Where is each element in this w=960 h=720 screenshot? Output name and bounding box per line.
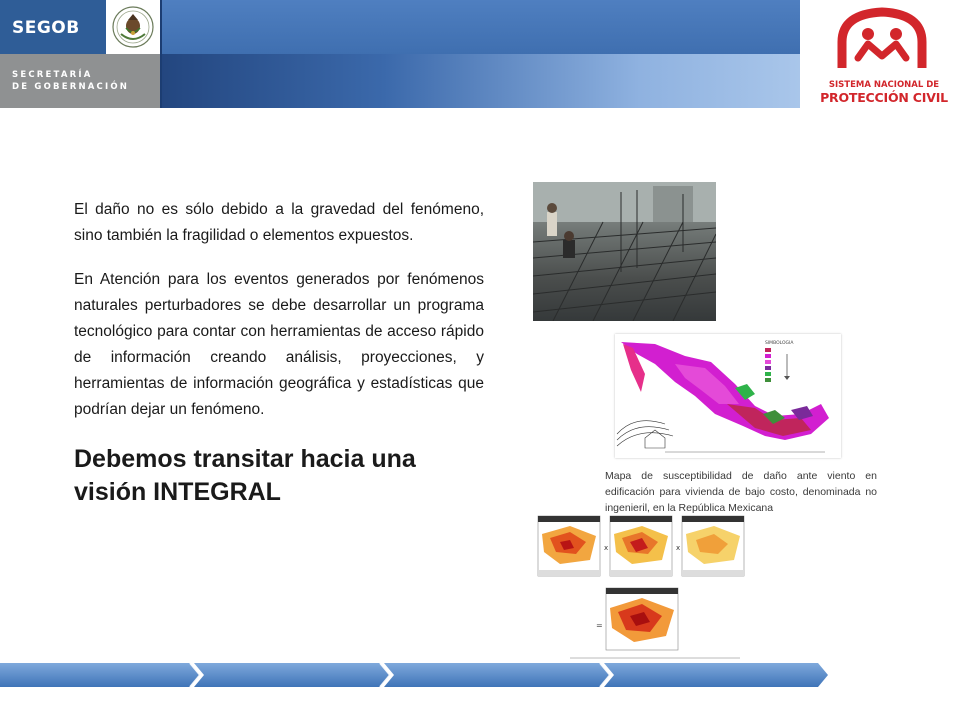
header <box>0 0 960 108</box>
paragraph-damage: El daño no es sólo debido a la gravedad del fenómeno, sino también la fragilidad o elementos expuestos. <box>74 201 484 244</box>
text-column <box>74 197 484 509</box>
map-caption: Mapa de susceptibilidad de daño ante viento en edificación para vivienda de bajo costo, denominada no ingenieril, en la República Mexicana <box>605 470 877 514</box>
svg-text:SIMBOLOGIA: SIMBOLOGIA <box>765 341 794 346</box>
footer-arrow-bar <box>0 660 960 690</box>
header-divider <box>160 0 162 108</box>
segob-wordmark: SEGOB <box>12 18 80 38</box>
yucatan-risk-panels <box>530 512 760 662</box>
pc-title-line2: PROTECCIÓN CIVIL <box>820 90 948 105</box>
mexico-susceptibility-map <box>615 334 841 458</box>
proteccion-civil-logo-icon <box>800 0 960 80</box>
secretaria-box <box>0 54 160 108</box>
secretaria-line1: SECRETARÍA <box>12 70 93 80</box>
svg-text:x: x <box>676 544 681 552</box>
svg-text:=: = <box>596 621 603 630</box>
paragraph-attention: En Atención para los eventos generados por fenómenos naturales perturbadores se debe desarrollar un programa tecnológico para contar con herramientas de acceso rápido de información creando análisis, proyecciones, y herramientas de información geográfica y estadísticas que podrían dejar un fenómeno. <box>74 271 484 418</box>
headline: Debemos transitar hacia una visión INTEGRAL <box>74 445 416 506</box>
secretaria-line2: DE GOBERNACIÓN <box>12 82 130 92</box>
header-band-bottom <box>160 54 800 108</box>
construction-photo <box>533 182 716 321</box>
svg-text:x: x <box>604 544 609 552</box>
mexican-seal-icon <box>106 0 160 54</box>
pc-title-line1: SISTEMA NACIONAL DE <box>828 80 940 90</box>
